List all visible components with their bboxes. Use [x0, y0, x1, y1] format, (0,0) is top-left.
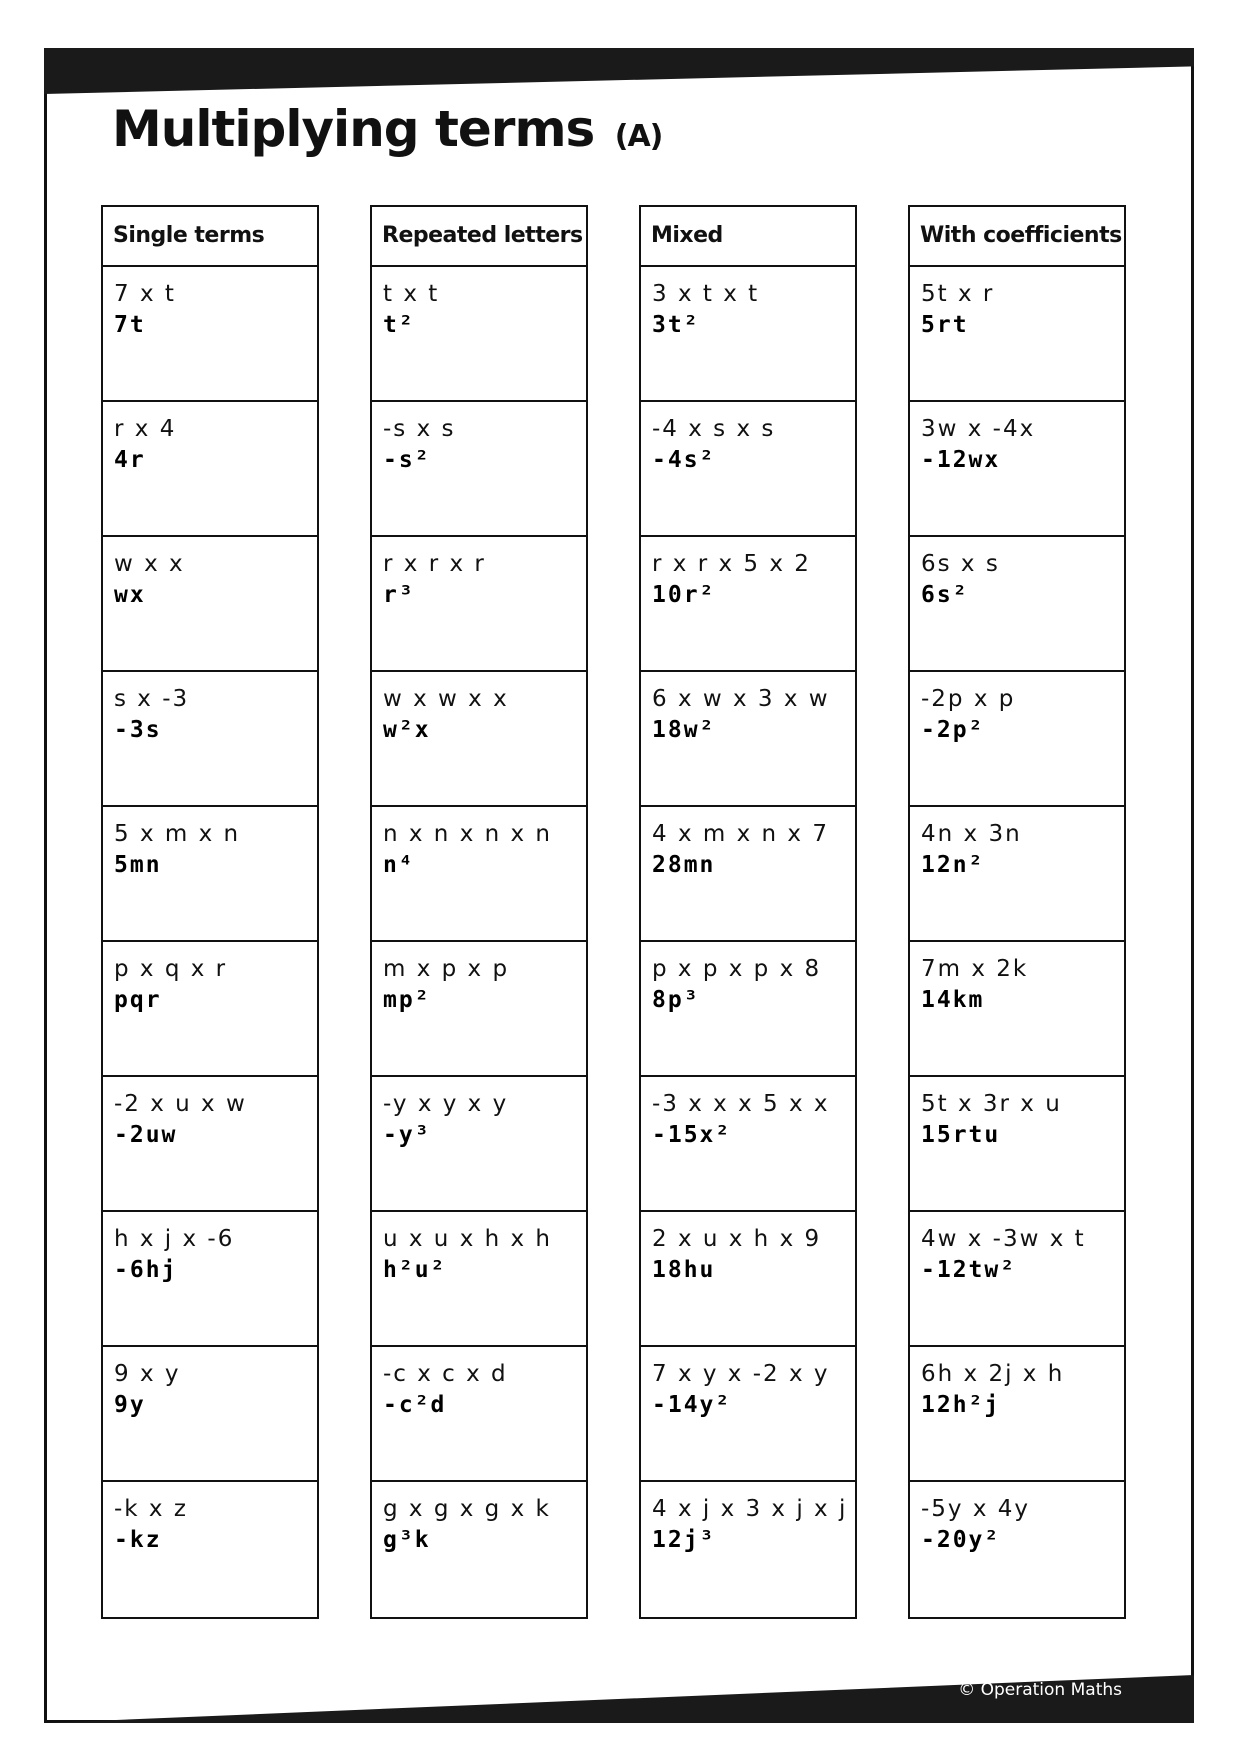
problem-answer: -2p² [921, 717, 985, 743]
column-repeated-letters [370, 205, 588, 1619]
problem-answer: mp² [383, 987, 431, 1013]
problem-cell [910, 1347, 1124, 1482]
problem-answer: -2uw [114, 1122, 178, 1148]
problem-question: 7 x t [114, 281, 176, 307]
problem-answer: 18hu [652, 1257, 716, 1283]
problem-answer: 9y [114, 1392, 146, 1418]
problem-question: s x -3 [114, 686, 190, 712]
problem-cell [103, 1077, 317, 1212]
problem-question: -2 x u x w [114, 1091, 247, 1117]
problem-answer: 10r² [652, 582, 716, 608]
problem-answer: 5rt [921, 312, 969, 338]
problem-question: 3 x t x t [652, 281, 760, 307]
problem-question: 9 x y [114, 1361, 181, 1387]
problem-question: n x n x n x n [383, 821, 553, 847]
problem-answer: -15x² [652, 1122, 732, 1148]
problem-answer: 15rtu [921, 1122, 1001, 1148]
problem-cell [641, 1482, 855, 1617]
problem-question: g x g x g x k [383, 1496, 551, 1522]
problem-cell [103, 402, 317, 537]
problem-question: 3w x -4x [921, 416, 1036, 442]
problem-answer: w²x [383, 717, 431, 743]
problem-cell [372, 267, 586, 402]
problem-answer: g³k [383, 1527, 431, 1553]
problem-question: r x r x r [383, 551, 486, 577]
problem-question: -c x c x d [383, 1361, 508, 1387]
title-text: Multiplying terms [112, 100, 595, 158]
column-single-terms [101, 205, 319, 1619]
problem-cell [372, 1077, 586, 1212]
problem-answer: 12n² [921, 852, 985, 878]
problem-cell [910, 1212, 1124, 1347]
problem-answer: -12tw² [921, 1257, 1017, 1283]
problem-question: 4 x j x 3 x j x j [652, 1496, 848, 1522]
problem-answer: 12j³ [652, 1527, 716, 1553]
problem-question: w x x [114, 551, 185, 577]
problem-question: 4n x 3n [921, 821, 1022, 847]
problem-answer: -3s [114, 717, 162, 743]
problem-question: -y x y x y [383, 1091, 509, 1117]
problem-question: 6s x s [921, 551, 1000, 577]
problem-answer: 7t [114, 312, 146, 338]
column-with-coefficients [908, 205, 1126, 1619]
problem-answer: r³ [383, 582, 415, 608]
problem-cell [910, 942, 1124, 1077]
problem-cell [910, 672, 1124, 807]
problem-question: 2 x u x h x 9 [652, 1226, 822, 1252]
problem-cell [372, 1212, 586, 1347]
problem-cell [372, 1347, 586, 1482]
problem-answer: pqr [114, 987, 162, 1013]
problem-cell [910, 1077, 1124, 1212]
problem-question: 5 x m x n [114, 821, 241, 847]
copyright-footer: © Operation Maths [958, 1680, 1122, 1700]
problem-cell [910, 267, 1124, 402]
problem-answer: 5mn [114, 852, 162, 878]
problem-cell [910, 402, 1124, 537]
problem-question: p x q x r [114, 956, 228, 982]
problem-question: 6h x 2j x h [921, 1361, 1065, 1387]
problem-cell [641, 1212, 855, 1347]
problem-question: p x p x p x 8 [652, 956, 822, 982]
problem-answer: -4s² [652, 447, 716, 473]
problem-question: -2p x p [921, 686, 1016, 712]
problem-question: 7m x 2k [921, 956, 1029, 982]
problem-cell [641, 807, 855, 942]
problem-answer: -s² [383, 447, 431, 473]
problem-cell [103, 537, 317, 672]
problem-cell [641, 537, 855, 672]
problem-question: -s x s [383, 416, 456, 442]
problem-cell [372, 807, 586, 942]
problem-question: m x p x p [383, 956, 510, 982]
problem-cell [641, 1347, 855, 1482]
column-header: Repeated letters [372, 207, 586, 267]
problem-question: 6 x w x 3 x w [652, 686, 830, 712]
problem-answer: 8p³ [652, 987, 700, 1013]
problem-cell [103, 1482, 317, 1617]
problem-answer: 6s² [921, 582, 969, 608]
problem-question: t x t [383, 281, 440, 307]
problem-cell [641, 402, 855, 537]
problem-answer: -kz [114, 1527, 162, 1553]
problem-cell [103, 267, 317, 402]
problem-question: h x j x -6 [114, 1226, 235, 1252]
problem-question: 5t x r [921, 281, 995, 307]
problem-answer: -20y² [921, 1527, 1001, 1553]
problem-cell [910, 1482, 1124, 1617]
problem-question: -4 x s x s [652, 416, 776, 442]
problem-answer: -c²d [383, 1392, 447, 1418]
problem-question: r x r x 5 x 2 [652, 551, 811, 577]
problem-cell [372, 402, 586, 537]
problem-answer: n⁴ [383, 852, 415, 878]
problem-question: -3 x x x 5 x x [652, 1091, 830, 1117]
problem-cell [910, 537, 1124, 672]
problem-answer: t² [383, 312, 415, 338]
page-title [112, 100, 662, 158]
problem-answer: 12h²j [921, 1392, 1001, 1418]
problem-answer: 28mn [652, 852, 716, 878]
title-subtitle: (A) [614, 119, 663, 154]
problem-question: r x 4 [114, 416, 177, 442]
problem-question: -5y x 4y [921, 1496, 1031, 1522]
problem-question: -k x z [114, 1496, 188, 1522]
problem-answer: 14km [921, 987, 985, 1013]
problem-answer: h²u² [383, 1257, 447, 1283]
problem-cell [372, 672, 586, 807]
problem-cell [103, 1347, 317, 1482]
problem-cell [641, 672, 855, 807]
problem-cell [641, 942, 855, 1077]
problem-answer: -14y² [652, 1392, 732, 1418]
column-mixed [639, 205, 857, 1619]
problem-answer: -6hj [114, 1257, 178, 1283]
problem-answer: wx [114, 582, 146, 608]
problem-cell [641, 267, 855, 402]
problem-question: 7 x y x -2 x y [652, 1361, 830, 1387]
problem-cell [372, 1482, 586, 1617]
problem-answer: -12wx [921, 447, 1001, 473]
column-header: Single terms [103, 207, 317, 267]
problem-question: w x w x x [383, 686, 509, 712]
column-header: Mixed [641, 207, 855, 267]
problem-cell [103, 672, 317, 807]
problem-question: 4w x -3w x t [921, 1226, 1086, 1252]
problem-cell [372, 537, 586, 672]
problem-answer: 18w² [652, 717, 716, 743]
problem-cell [641, 1077, 855, 1212]
problem-question: u x u x h x h [383, 1226, 553, 1252]
problem-answer: 3t² [652, 312, 700, 338]
column-header: With coefficients [910, 207, 1124, 267]
problem-cell [103, 942, 317, 1077]
problem-cell [103, 1212, 317, 1347]
problem-cell [103, 807, 317, 942]
problem-answer: 4r [114, 447, 146, 473]
problem-question: 5t x 3r x u [921, 1091, 1062, 1117]
problem-cell [372, 942, 586, 1077]
problem-question: 4 x m x n x 7 [652, 821, 829, 847]
problem-cell [910, 807, 1124, 942]
problem-answer: -y³ [383, 1122, 431, 1148]
